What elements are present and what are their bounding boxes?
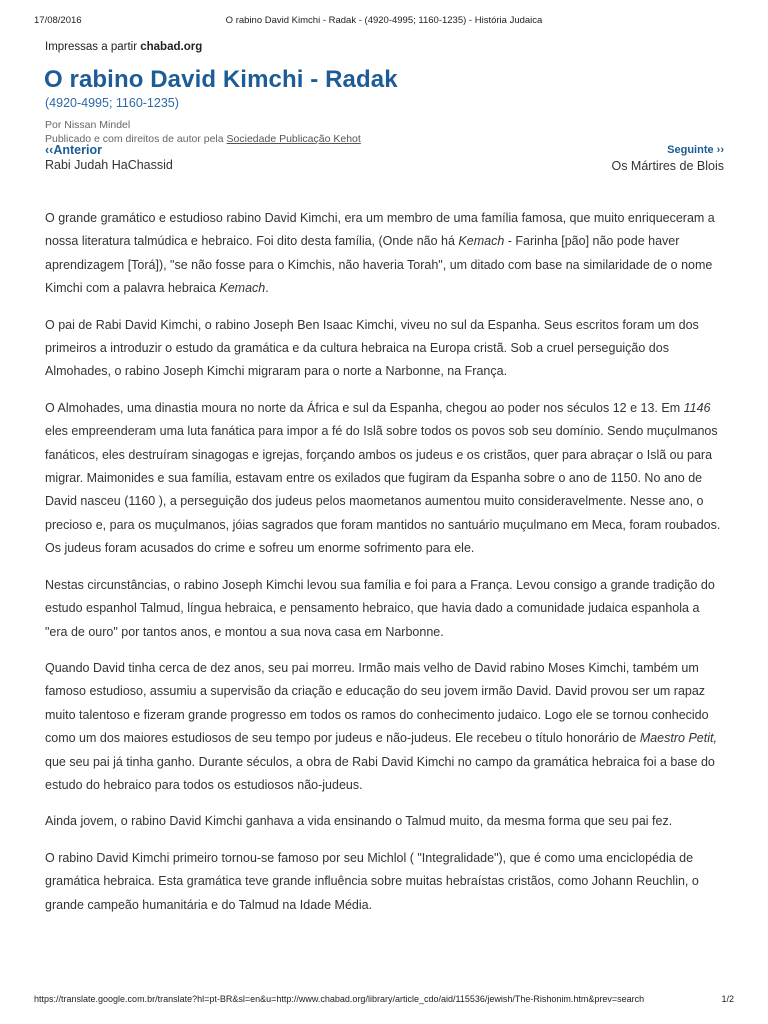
article-title: O rabino David Kimchi - Radak: [44, 66, 398, 93]
paragraph-3: [45, 397, 725, 561]
printed-from-site[interactable]: chabad.org: [140, 41, 203, 53]
kemach-italic-2: Kemach: [219, 281, 266, 296]
nav-previous[interactable]: [45, 143, 173, 172]
article-body: [45, 207, 725, 930]
byline: [45, 118, 361, 146]
paragraph-1: [45, 207, 725, 301]
paragraph-1-part-c: .: [265, 281, 269, 296]
paragraph-5-part-b: que seu pai já tinha ganho. Durante séculos, a obra de Rabi David Kimchi no campo da gramática hebraica foi a base do estudo do hebraico para todos os estudiosos não-judeus.: [45, 754, 715, 792]
print-header: [34, 15, 734, 29]
paragraph-3-part-a: O Almohades, uma dinastia moura no norte da África e sul da Espanha, chegou ao poder nos séculos 12 e 13. Em: [45, 400, 684, 415]
paragraph-1-part-a: O grande gramático e estudioso rabino David Kimchi, era um membro de uma família famosa, que muito enriqueceram a nossa literatura talmúdica e hebraico. Foi dito desta família, (Onde não há: [45, 211, 715, 249]
paragraph-4: Nestas circunstâncias, o rabino Joseph Kimchi levou sua família e foi para a França. Levou consigo a grande tradição do estudo espanhol Talmud, língua hebraica, e pensamento hebraico, que havia dado a comunidade judaica espanhola a "era de ouro" por tantos anos, e montou a sua nova casa em Narbonne.: [45, 577, 715, 639]
paragraph-1-part-b: - Farinha [pão] não pode haver aprendizagem [Torá]), "se não fosse para o Kimchis, não haveria Torah", um ditado com base na similaridade de o nome Kimchi com a palavra hebraica: [45, 234, 713, 296]
maestro-petit-italic: Maestro Petit,: [639, 731, 717, 746]
next-article-title[interactable]: Os Mártires de Blois: [611, 159, 724, 173]
paragraph-6: Ainda jovem, o rabino David Kimchi ganhava a vida ensinando o Talmud muito, da mesma forma que seu pai fez.: [45, 814, 673, 829]
author-line: Por Nissan Mindel: [45, 119, 131, 131]
previous-link[interactable]: ‹‹Anterior: [45, 143, 102, 157]
article-dates: (4920-4995; 1160-1235): [45, 96, 179, 110]
paragraph-5-part-a: Quando David tinha cerca de dez anos, seu pai morreu. Irmão mais velho de David rabino Moses Kimchi, também um famoso estudioso, assumiu a supervisão da criação e educação do seu jovem irmão David. David provou ser um rapaz muito talentoso e fizeram grande progresso em todos os ramos do conhecimento judaico. Logo ele se tornou conhecido como um dos maiores estudiosos de seu tempo por judeus e não-judeus. Ele recebeu o título honorário de: [45, 660, 709, 746]
publisher-prefix: Publicado e com direitos de autor pela: [45, 133, 224, 145]
print-page-title: O rabino David Kimchi - Radak - (4920-4995; 1160-1235) - História Judaica: [225, 15, 543, 26]
nav-next[interactable]: [611, 144, 724, 173]
print-footer: [34, 994, 734, 1008]
previous-article-title[interactable]: Rabi Judah HaChassid: [45, 158, 173, 172]
print-url: https://translate.google.com.br/translate?hl=pt-BR&sl=en&u=http://www.chabad.org/library/article_cdo/aid/115536/jewish/The-Rishonim.htm&prev=search: [34, 994, 645, 1004]
publisher-link[interactable]: Sociedade Publicação Kehot: [226, 133, 361, 145]
paragraph-2: O pai de Rabi David Kimchi, o rabino Joseph Ben Isaac Kimchi, viveu no sul da Espanha. Seus escritos foram um dos primeiros a introduzir o estudo da gramática e da cultura hebraica na Europa cristã. Sob a cruel perseguição dos Almohades, o rabino Joseph Kimchi migraram para o norte a Narbonne, na França.: [45, 317, 699, 379]
printed-from-prefix: Impressas a partir: [45, 41, 138, 53]
paragraph-3-part-b: eles empreenderam uma luta fanática para impor a fé do Islã sobre todos os povos sob seu domínio. Sendo muçulmanos fanáticos, eles destruíram sinagogas e igrejas, forçando ambos os judeus e os cristãos, quer para abraçar o Islã ou para migrar. Maimonides e sua família, estavam entre os exilados que fugiram da Espanha sobre o ano de 1150. No ano de David nasceu (1160 ), a perseguição dos judeus pelos maometanos aumentou muito consideravelmente. Nesse ano, o precioso e, para os muçulmanos, jóias sagrados que foram mantidos no santuário muçulmano em Meca, foram roubados. Os judeus foram acusados do crime e sofreu um enorme sofrimento para ele.: [45, 424, 721, 556]
paragraph-7: O rabino David Kimchi primeiro tornou-se famoso por seu Michlol ( "Integralidade"), que é como uma enciclopédia de gramática hebraica. Esta gramática teve grande influência sobre muitas hebraístas cristãos, como Johann Reuchlin, o grande campeão humanitária e do Talmud na Idade Média.: [45, 850, 699, 912]
printed-from: [45, 41, 202, 53]
kemach-italic-1: Kemach: [458, 234, 505, 249]
year-italic: 1146: [683, 400, 711, 415]
next-link[interactable]: Seguinte ››: [667, 144, 724, 156]
print-date: 17/08/2016: [34, 15, 82, 26]
paragraph-5: [45, 657, 725, 797]
page-number: 1/2: [721, 994, 734, 1004]
